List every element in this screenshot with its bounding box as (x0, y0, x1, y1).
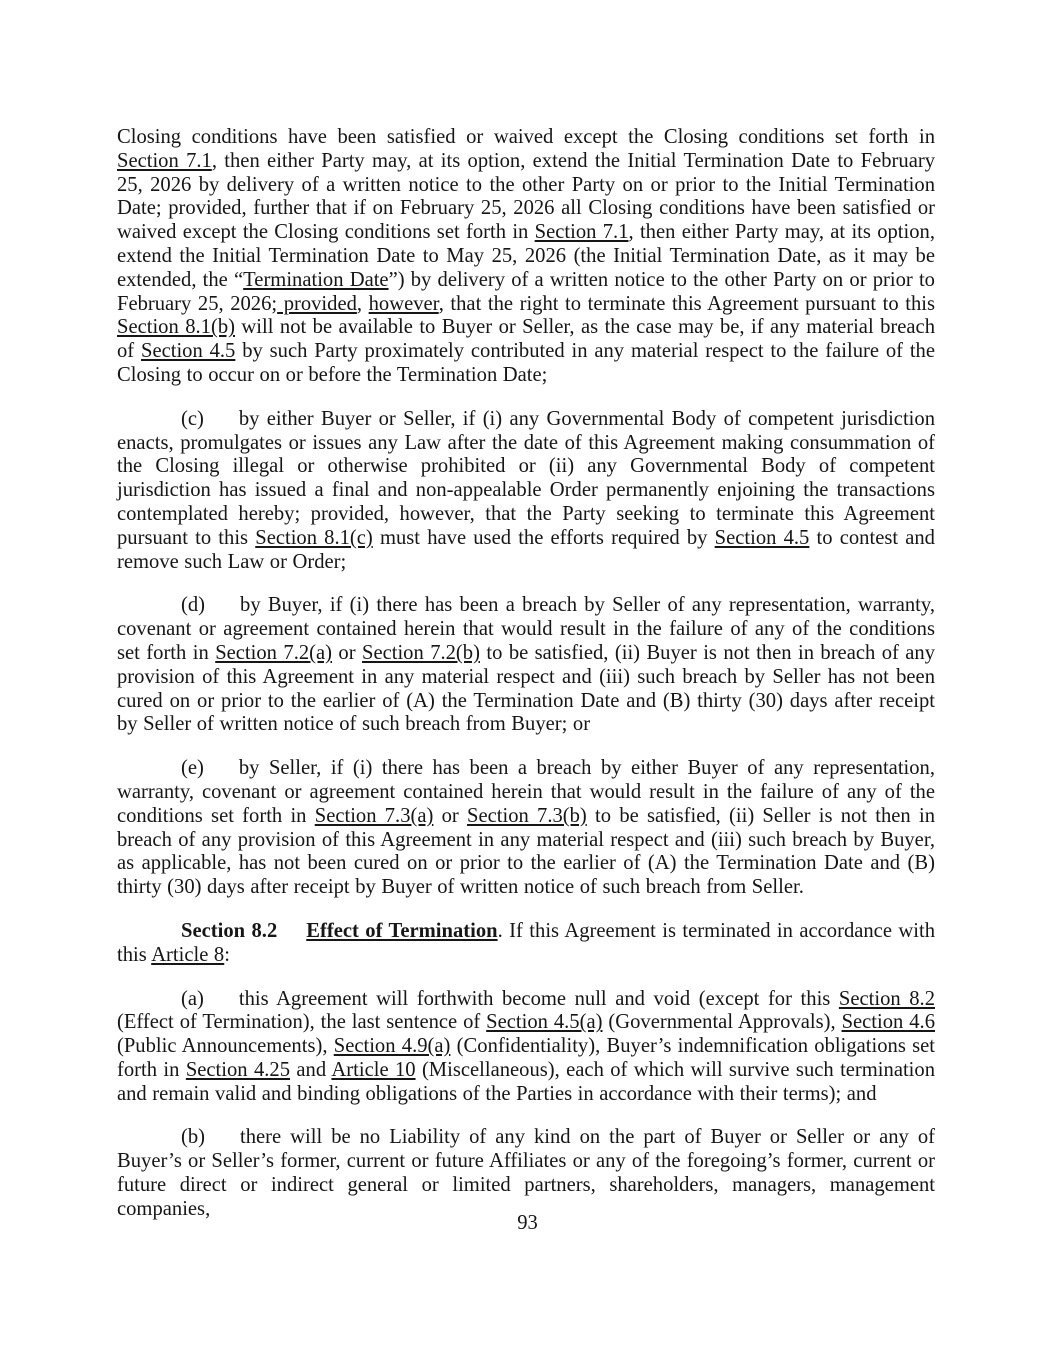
underlined-term: Article 10 (331, 1058, 416, 1081)
underlined-term: Section 8.1(c) (255, 526, 373, 549)
clause-marker: (c) (181, 407, 204, 430)
clause-8-1-b-continuation (117, 126, 935, 388)
clause-8-1-c (117, 408, 935, 575)
text-run: by such Party proximately contributed in any material respect to the failure of the Closing to occur on or before the Termination Date; (117, 340, 935, 386)
underlined-term: however (368, 292, 439, 315)
clause-8-1-e (117, 757, 935, 900)
text-run: (Public Announcements), (117, 1035, 334, 1058)
underlined-term: Section 7.2(a) (215, 641, 332, 664)
text-run: Closing conditions have been satisfied or waived except the Closing conditions set forth in (117, 126, 935, 148)
text-run: or (332, 641, 362, 664)
clause-marker: (d) (181, 594, 206, 617)
text-run: , that the right to terminate this Agreement pursuant to this (438, 292, 935, 315)
text-run: by either Buyer or Seller, if (i) any Governmental Body of competent jurisdiction enacts, promulgates or issues any Law after the date of this Agreement making consummation of the Closing illegal or otherwise prohibited or (ii) any Governmental Body of competent jurisdiction has issued a final and non-appealable Order permanently enjoining the transactions contemplated hereby; provided, however, that the Party seeking to terminate this Agreement pursuant to this (117, 407, 935, 549)
underlined-term: Section 4.9(a) (333, 1035, 451, 1058)
underlined-term: Section 4.5 (141, 340, 236, 363)
clause-marker: (a) (181, 987, 204, 1010)
text-run: (Effect of Termination), the last sentence of (117, 1011, 487, 1034)
section-8-2-heading (117, 920, 935, 968)
section-number: Section 8.2 (181, 919, 278, 942)
text-run: or (433, 804, 468, 827)
underlined-term: Section 7.3(b) (467, 804, 587, 827)
text-run: ”) by delivery of a written notice to the other Party on or prior to February 25, 2026; (117, 268, 935, 315)
underlined-term: Termination Date (243, 268, 389, 291)
text-run: : (224, 943, 230, 966)
text-run: (Governmental Approvals), (602, 1011, 842, 1034)
underlined-term: Effect of Termination (306, 919, 498, 942)
underlined-term: provided (277, 292, 357, 315)
underlined-term: Section 4.5(a) (486, 1011, 603, 1034)
text-run: will not be available to Buyer or Seller, as the case may be, if any material breach of (117, 316, 935, 363)
clause-8-1-d (117, 594, 935, 737)
underlined-term: Article 8 (151, 943, 225, 966)
document-text (117, 126, 935, 1242)
text-run: to contest and remove such Law or Order; (117, 526, 935, 573)
text-run: , then either Party may, at its option, extend the Initial Termination Date to May 25, 2026 (the Initial Termination Date, as it may be extended, the “ (117, 221, 935, 291)
underlined-term: Section 4.5 (714, 526, 810, 549)
text-run: by Buyer, if (i) there has been a breach by Seller of any representation, warranty, covenant or agreement contained herein that would result in the failure of any of the conditions set forth in (117, 594, 935, 664)
clause-marker: (b) (181, 1126, 206, 1149)
clause-marker: (e) (181, 757, 204, 780)
text-run: and (290, 1058, 332, 1081)
underlined-term: Section 7.3(a) (314, 804, 434, 827)
text-run: (Miscellaneous), each of which will survive such termination and remain valid and binding obligations of the Parties in accordance with their terms); and (117, 1058, 936, 1105)
text-run: . If this Agreement is terminated in accordance with this (117, 919, 936, 966)
text-run: , then either Party may, at its option, extend the Initial Termination Date to February 25, 2026 by delivery of a written notice to the other Party on or prior to the Initial Termination Date; provided, further that if on February 25, 2026 all Closing conditions have been satisfied or waived except the Closing conditions set forth in (117, 149, 935, 244)
text-run: , (356, 292, 369, 315)
underlined-term: Section 4.6 (841, 1011, 935, 1034)
clause-8-2-b (117, 1126, 935, 1221)
text-run: to be satisfied, (ii) Buyer is not then in breach of any provision of this Agreement in any material respect and (iii) such breach by Seller has not been cured on or prior to the earlier of (A) the Termination Date and (B) thirty (30) days after receipt by Seller of written notice of such breach from Buyer; or (117, 641, 936, 736)
underlined-term: Section 7.1 (534, 221, 629, 244)
clause-8-2-a (117, 988, 935, 1107)
text-run: (Confidentiality), Buyer’s indemnification obligations set forth in (117, 1035, 935, 1081)
underlined-term: Section 4.25 (185, 1058, 291, 1081)
underlined-term: Section 7.2(b) (362, 641, 480, 664)
underlined-term: Section 7.1 (117, 149, 212, 172)
underlined-term: Section 8.2 (838, 987, 935, 1010)
page-number: 93 (517, 1212, 538, 1234)
text-run: to be satisfied, (ii) Seller is not then in breach of any provision of this Agreement in any material respect and (iii) such breach by Buyer, as applicable, has not been cured on or prior to the earlier of (A) the Termination Date and (B) thirty (30) days after receipt by Buyer of written notice of such breach from Seller. (117, 804, 935, 899)
text-run: this Agreement will forthwith become null and void (except for this (238, 987, 839, 1010)
underlined-term: Section 8.1(b) (117, 316, 235, 339)
text-run: there will be no Liability of any kind on the part of Buyer or Seller or any of Buyer’s or Seller’s former, current or future Affiliates or any of the foregoing’s former, current or future direct or indirect general or limited partners, shareholders, managers, management companies, (117, 1126, 935, 1220)
text-run: must have used the efforts required by (372, 526, 715, 549)
text-run: by Seller, if (i) there has been a breach by either Buyer of any representation, warranty, covenant or agreement contained herein that would result in the failure of any of the conditions set forth in (117, 757, 935, 827)
